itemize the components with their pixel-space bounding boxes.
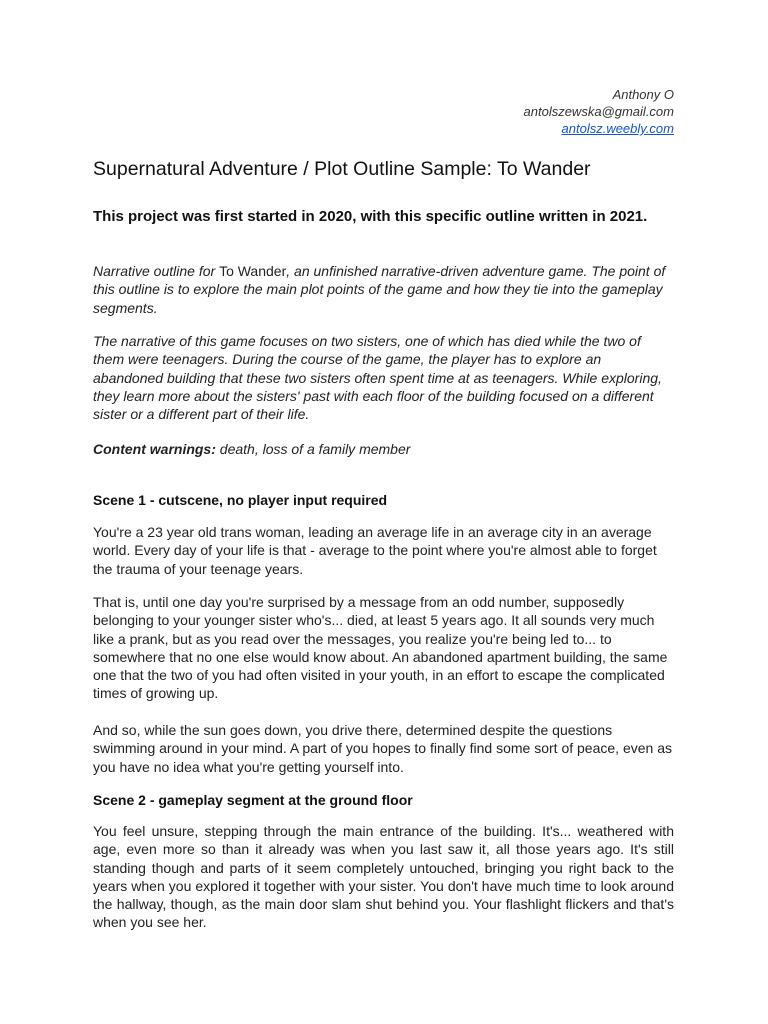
author-email: antolszewska@gmail.com bbox=[523, 104, 674, 119]
project-start-note: This project was first started in 2020, with this specific outline written in 2021. bbox=[93, 208, 648, 225]
scene-1-heading: Scene 1 - cutscene, no player input required bbox=[93, 492, 388, 508]
scene-2-paragraph: You feel unsure, stepping through the main entrance of the building. It's... weathered with age, even more so than it already was when you last saw it, all those years ago. It's still standing though and parts of it seem completely untouched, bringing you right back to the years when you explored it together with your sister. You don't have much time to look around the hallway, though, as the main door slam shut behind you. Your flashlight flickers and that's when you see her. bbox=[93, 823, 674, 931]
content-warnings bbox=[93, 440, 674, 458]
scene-1-paragraph: And so, while the sun goes down, you drive there, determined despite the questions swimming around in your mind. A part of you hopes to finally find some sort of peace, even as you have no idea what you're getting yourself into. bbox=[93, 722, 672, 775]
author-block bbox=[524, 86, 674, 137]
author-name: Anthony O bbox=[612, 87, 674, 102]
content-warnings-text: death, loss of a family member bbox=[215, 441, 411, 457]
scene-1-paragraph: That is, until one day you're surprised by a message from an odd number, supposedly belonging to your younger sister who's... died, at least 5 years ago. It all sounds very much like a prank, but as you read over the messages, you realize you're being led to... to somewhere that no one else would know about. An abandoned apartment building, the same one that the two of you had often visited in your youth, in an effort to escape the complicated times of growing up. bbox=[93, 594, 668, 702]
narrative-outline-paragraph bbox=[93, 262, 674, 317]
scene-1-paragraph: You're a 23 year old trans woman, leading an average life in an average city in an average world. Every day of your life is that - average to the point where you're almost able to forget the trauma of your teenage years. bbox=[93, 524, 657, 577]
narrative-outline-suffix: , an unfinished narrative-driven adventure game. The point of this outline is to explore the main plot points of the game and how they tie into the gameplay segments. bbox=[93, 263, 666, 316]
author-website-link[interactable]: antolsz.weebly.com bbox=[561, 121, 674, 136]
narrative-outline-prefix: Narrative outline for bbox=[93, 263, 220, 279]
scene-2-heading: Scene 2 - gameplay segment at the ground floor bbox=[93, 792, 413, 808]
narrative-focus-paragraph: The narrative of this game focuses on two sisters, one of which has died while the two of them were teenagers. During the course of the game, the player has to explore an abandoned building that these two sisters often spent time at as teenagers. While exploring, they learn more about the sisters' past with each floor of the building focused on a different sister or a different part of their life. bbox=[93, 333, 662, 423]
content-warnings-label: Content warnings: bbox=[93, 441, 216, 457]
document-title: Supernatural Adventure / Plot Outline Sample: To Wander bbox=[93, 158, 591, 180]
game-name: To Wander bbox=[219, 263, 287, 279]
